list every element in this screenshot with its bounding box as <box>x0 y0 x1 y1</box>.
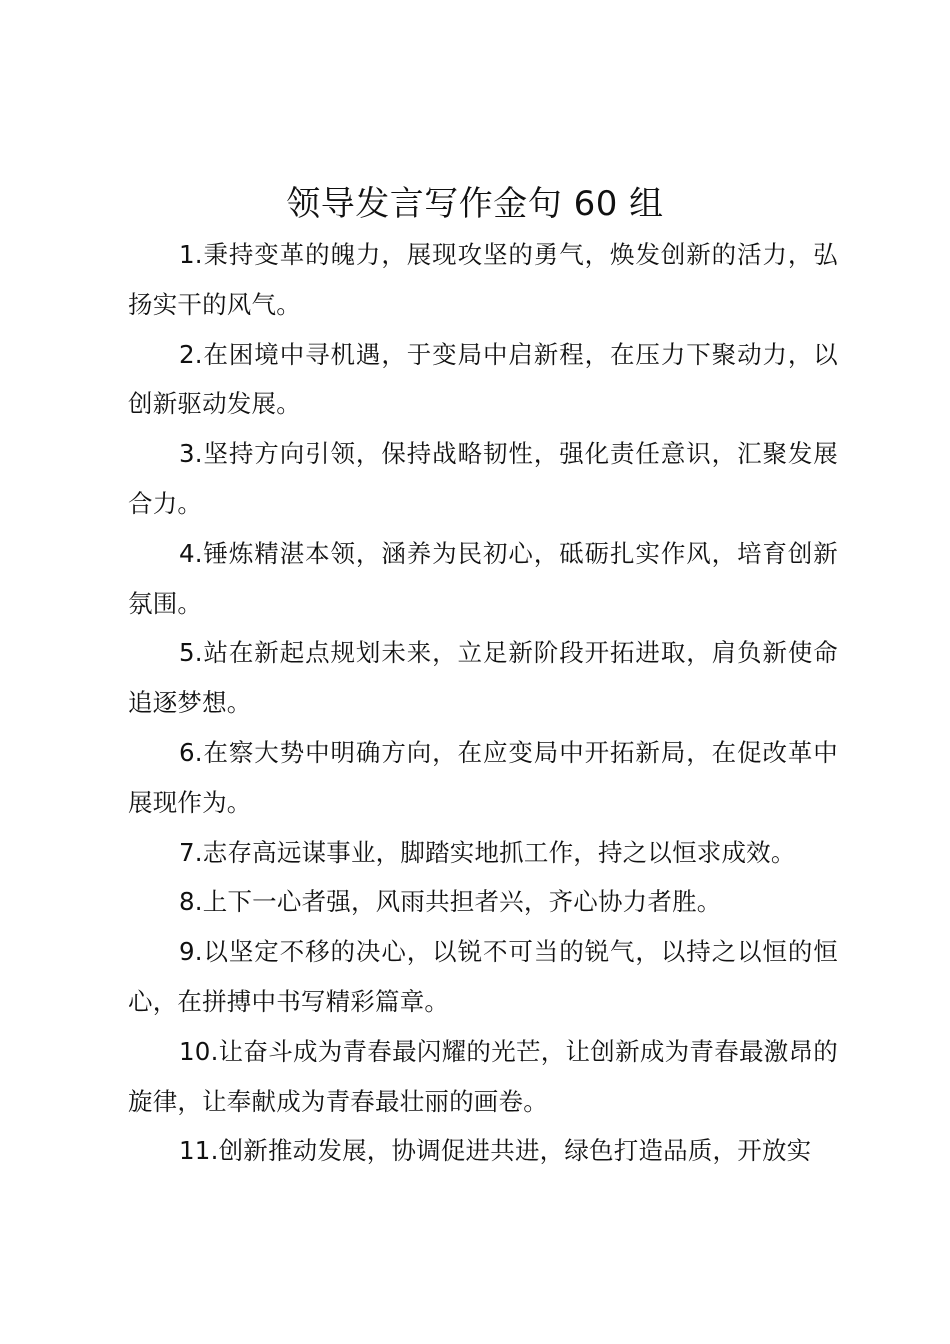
paragraph-10: 10.让奋斗成为青春最闪耀的光芒，让创新成为青春最激昂的旋律，让奉献成为青春最壮丽的画卷。 <box>128 1036 838 1116</box>
paragraph-2: 2.在困境中寻机遇，于变局中启新程，在压力下聚动力，以创新驱动发展。 <box>128 339 838 419</box>
paragraph-5: 5.站在新起点规划未来，立足新阶段开拓进取，肩负新使命追逐梦想。 <box>128 638 838 718</box>
paragraph-4: 4.锤炼精湛本领，涵养为民初心，砥砺扎实作风，培育创新氛围。 <box>128 538 838 618</box>
paragraph-1: 1.秉持变革的魄力，展现攻坚的勇气，焕发创新的活力，弘扬实干的风气。 <box>128 240 838 319</box>
paragraph-11: 11.创新推动发展，协调促进共进，绿色打造品质，开放实 <box>179 1136 812 1166</box>
paragraph-7: 7.志存高远谋事业，脚踏实地抓工作，持之以恒求成效。 <box>179 837 796 867</box>
document-title: 领导发言写作金句 60 组 <box>286 184 664 224</box>
paragraph-3: 3.坚持方向引领，保持战略韧性，强化责任意识，汇聚发展合力。 <box>128 439 838 518</box>
paragraph-8: 8.上下一心者强，风雨共担者兴，齐心协力者胜。 <box>179 887 722 917</box>
document-body <box>128 230 838 1176</box>
paragraph-9: 9.以坚定不移的决心，以锐不可当的锐气，以持之以恒的恒心，在拼搏中书写精彩篇章。 <box>128 937 838 1016</box>
paragraph-6: 6.在察大势中明确方向，在应变局中开拓新局，在促改革中展现作为。 <box>128 737 838 817</box>
